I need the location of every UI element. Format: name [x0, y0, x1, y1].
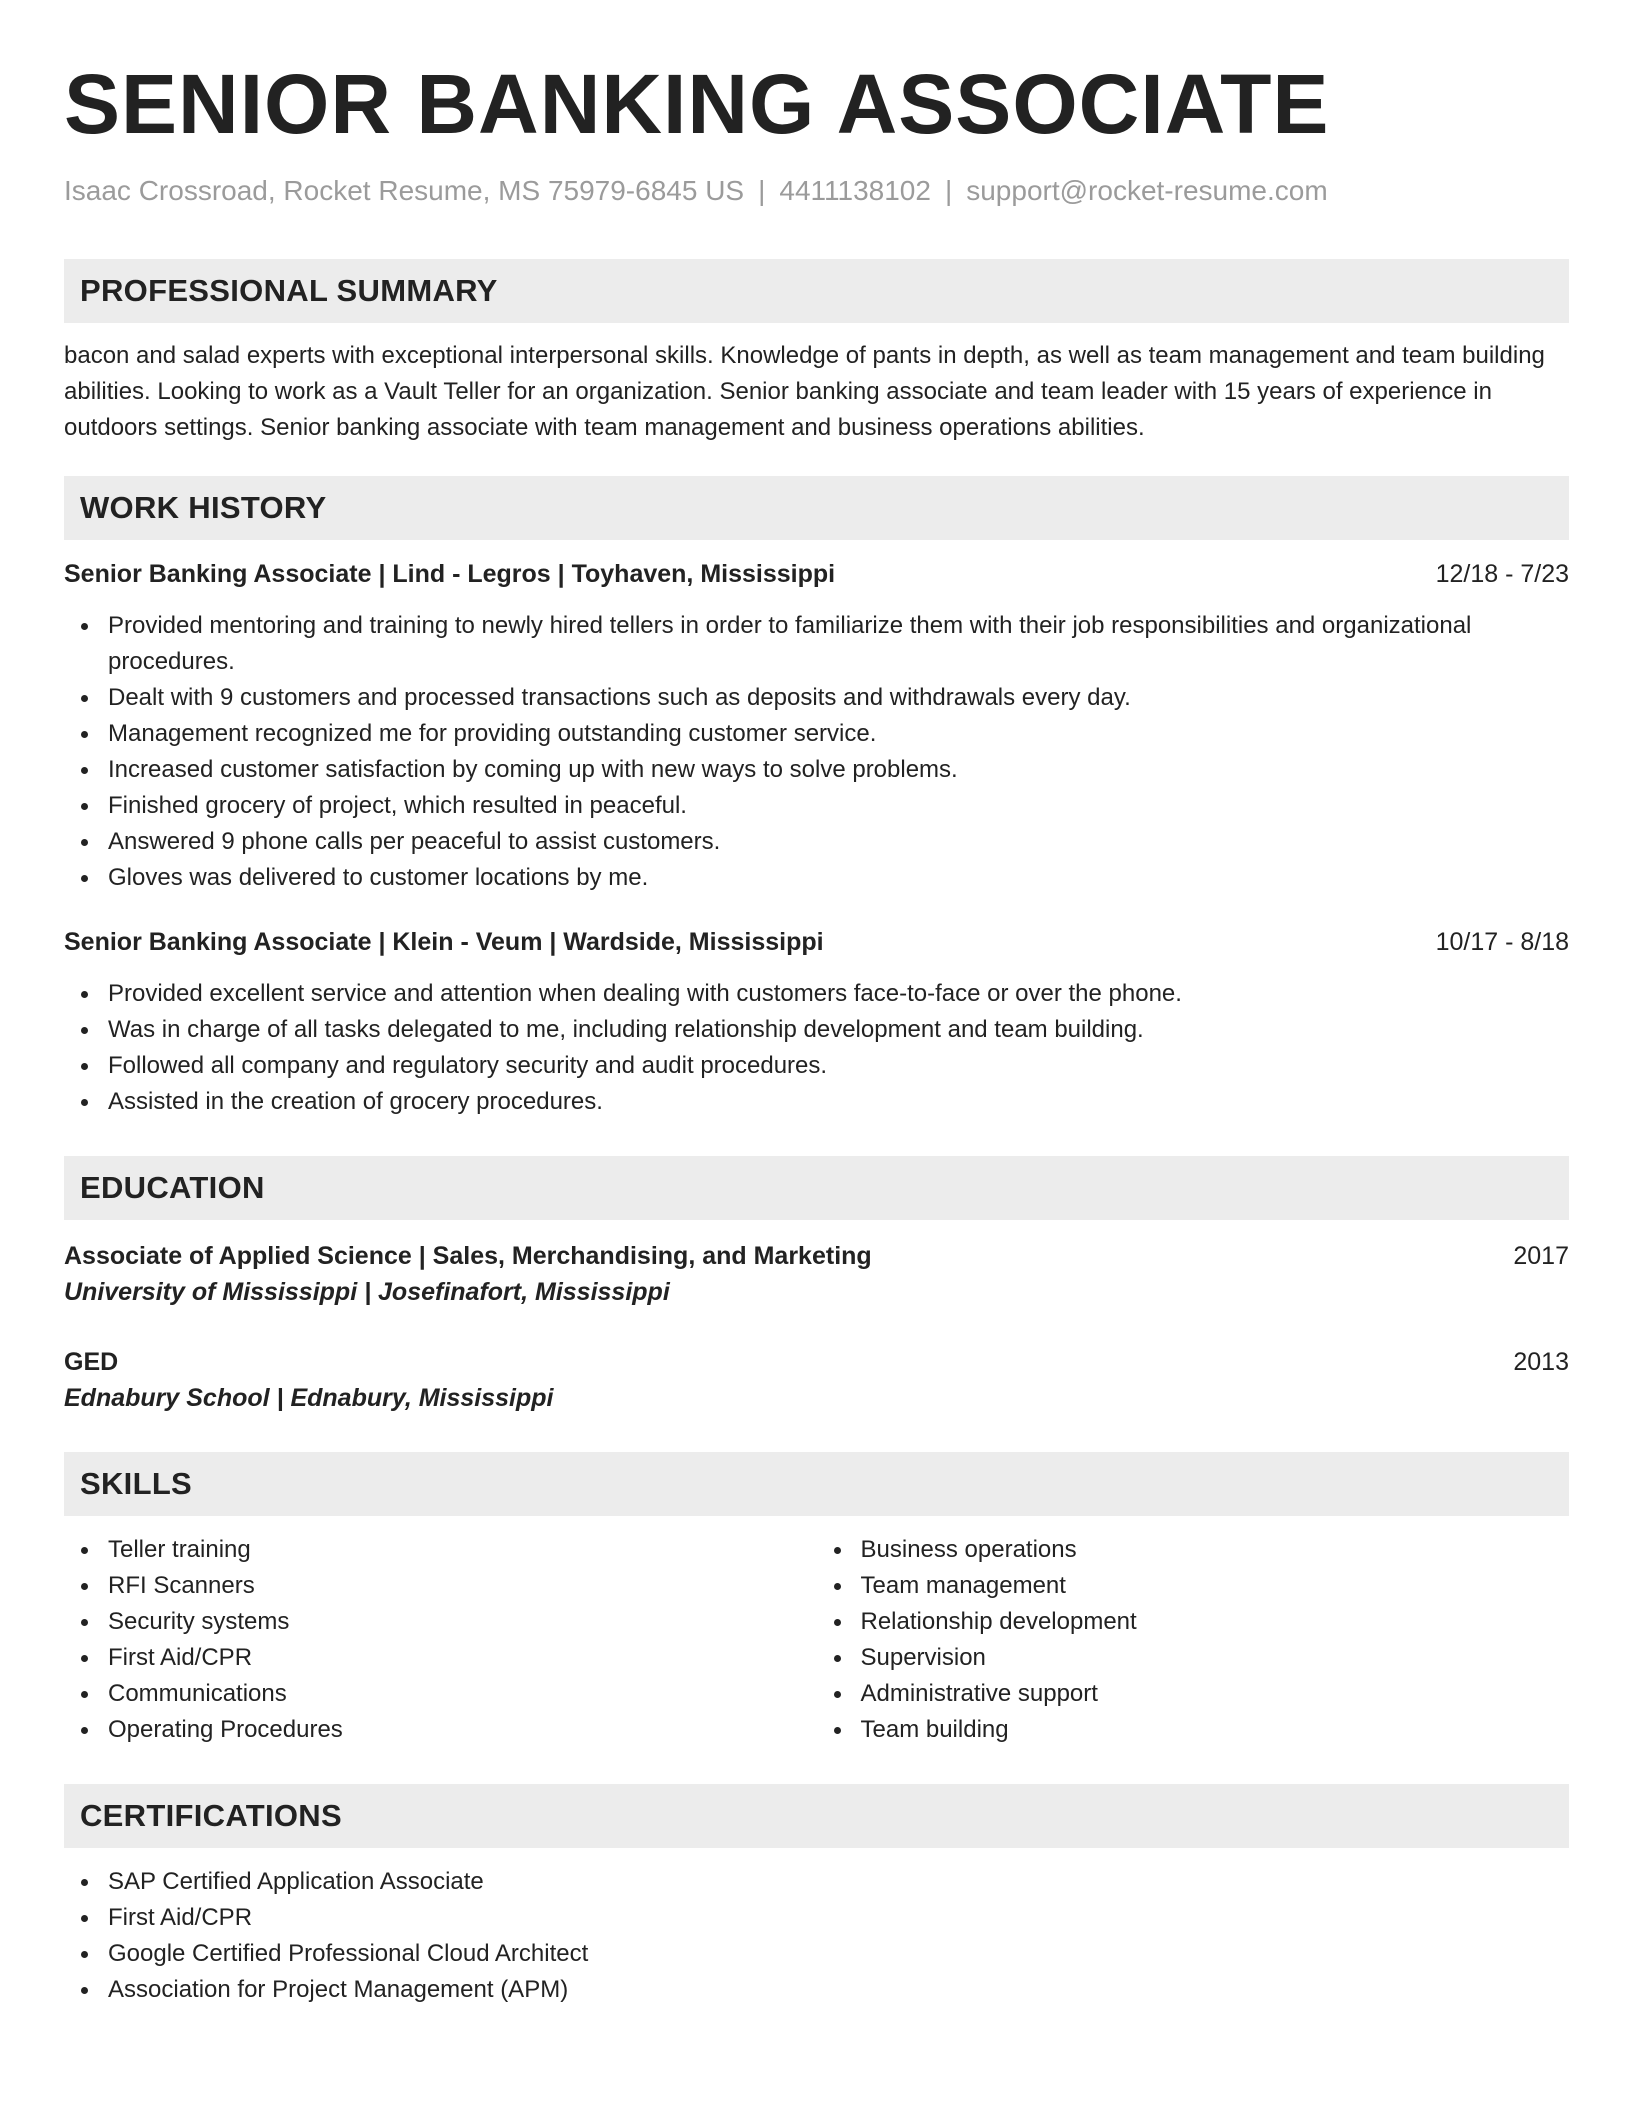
list-item: Provided mentoring and training to newly hired tellers in order to familiarize them with their job responsibilities and organizational procedures. — [64, 608, 1569, 680]
job-bullets — [64, 976, 1569, 1120]
skills-list — [817, 1532, 1570, 1748]
list-item: Was in charge of all tasks delegated to me, including relationship development and team building. — [64, 1012, 1569, 1048]
education-entry-header — [64, 1238, 1569, 1274]
list-item: Provided excellent service and attention when dealing with customers face-to-face or over the phone. — [64, 976, 1569, 1012]
list-item: RFI Scanners — [64, 1568, 817, 1604]
list-item: Assisted in the creation of grocery procedures. — [64, 1084, 1569, 1120]
section-header-skills: SKILLS — [64, 1452, 1569, 1516]
list-item: Increased customer satisfaction by coming up with new ways to solve problems. — [64, 752, 1569, 788]
section-header-certifications: CERTIFICATIONS — [64, 1784, 1569, 1848]
skills-list — [64, 1532, 817, 1748]
contact-email: support@rocket-resume.com — [966, 175, 1328, 206]
skills-column-left — [64, 1532, 817, 1748]
contact-separator: | — [944, 175, 953, 206]
resume-name: SENIOR BANKING ASSOCIATE — [64, 57, 1330, 151]
list-item: Security systems — [64, 1604, 817, 1640]
education-degree: Associate of Applied Science | Sales, Merchandising, and Marketing — [64, 1242, 872, 1270]
list-item: Management recognized me for providing outstanding customer service. — [64, 716, 1569, 752]
list-item: Administrative support — [817, 1676, 1570, 1712]
education-school: University of Mississippi | Josefinafort, Mississippi — [64, 1278, 670, 1306]
list-item: Finished grocery of project, which resulted in peaceful. — [64, 788, 1569, 824]
list-item: Relationship development — [817, 1604, 1570, 1640]
education-degree: GED — [64, 1348, 119, 1376]
list-item: Business operations — [817, 1532, 1570, 1568]
job-dates: 12/18 - 7/23 — [1435, 560, 1569, 588]
summary-text: bacon and salad experts with exceptional interpersonal skills. Knowledge of pants in depth, as well as team management and team building abilities. Looking to work as a Vault Teller for an organization. Senior banking associate and team leader with 15 years of experience in outdoors settings. Senior banking associate with team management and business operations abilities. — [64, 342, 1545, 441]
job-entry-header — [64, 924, 1569, 960]
list-item: Gloves was delivered to customer locations by me. — [64, 860, 1569, 896]
skills-columns — [64, 1532, 1569, 1748]
section-header-work-history: WORK HISTORY — [64, 476, 1569, 540]
certifications-list — [64, 1864, 1569, 2008]
contact-line — [64, 174, 1569, 208]
job-title: Senior Banking Associate | Klein - Veum | Wardside, Mississippi — [64, 928, 824, 956]
list-item: Team building — [817, 1712, 1570, 1748]
list-item: Followed all company and regulatory security and audit procedures. — [64, 1048, 1569, 1084]
education-entry-header — [64, 1344, 1569, 1380]
contact-phone: 4411138102 — [779, 175, 931, 206]
education-year: 2017 — [1513, 1242, 1569, 1270]
list-item: Dealt with 9 customers and processed transactions such as deposits and withdrawals every day. — [64, 680, 1569, 716]
list-item: Teller training — [64, 1532, 817, 1568]
education-school: Ednabury School | Ednabury, Mississippi — [64, 1384, 554, 1412]
contact-separator: | — [758, 175, 766, 206]
list-item: First Aid/CPR — [64, 1640, 817, 1676]
list-item: Communications — [64, 1676, 817, 1712]
job-bullets — [64, 608, 1569, 896]
section-header-education: EDUCATION — [64, 1156, 1569, 1220]
list-item: Association for Project Management (APM) — [64, 1972, 1569, 2008]
list-item: Operating Procedures — [64, 1712, 817, 1748]
contact-address: Isaac Crossroad, Rocket Resume, MS 75979-6845 US — [64, 175, 745, 206]
list-item: Google Certified Professional Cloud Architect — [64, 1936, 1569, 1972]
skills-column-right — [817, 1532, 1570, 1748]
list-item: Answered 9 phone calls per peaceful to assist customers. — [64, 824, 1569, 860]
job-title: Senior Banking Associate | Lind - Legros | Toyhaven, Mississippi — [64, 560, 836, 588]
education-year: 2013 — [1513, 1348, 1569, 1376]
section-header-summary: PROFESSIONAL SUMMARY — [64, 259, 1569, 323]
job-entry-header — [64, 556, 1569, 592]
job-dates: 10/17 - 8/18 — [1435, 928, 1569, 956]
list-item: Supervision — [817, 1640, 1570, 1676]
list-item: First Aid/CPR — [64, 1900, 1569, 1936]
list-item: SAP Certified Application Associate — [64, 1864, 1569, 1900]
list-item: Team management — [817, 1568, 1570, 1604]
